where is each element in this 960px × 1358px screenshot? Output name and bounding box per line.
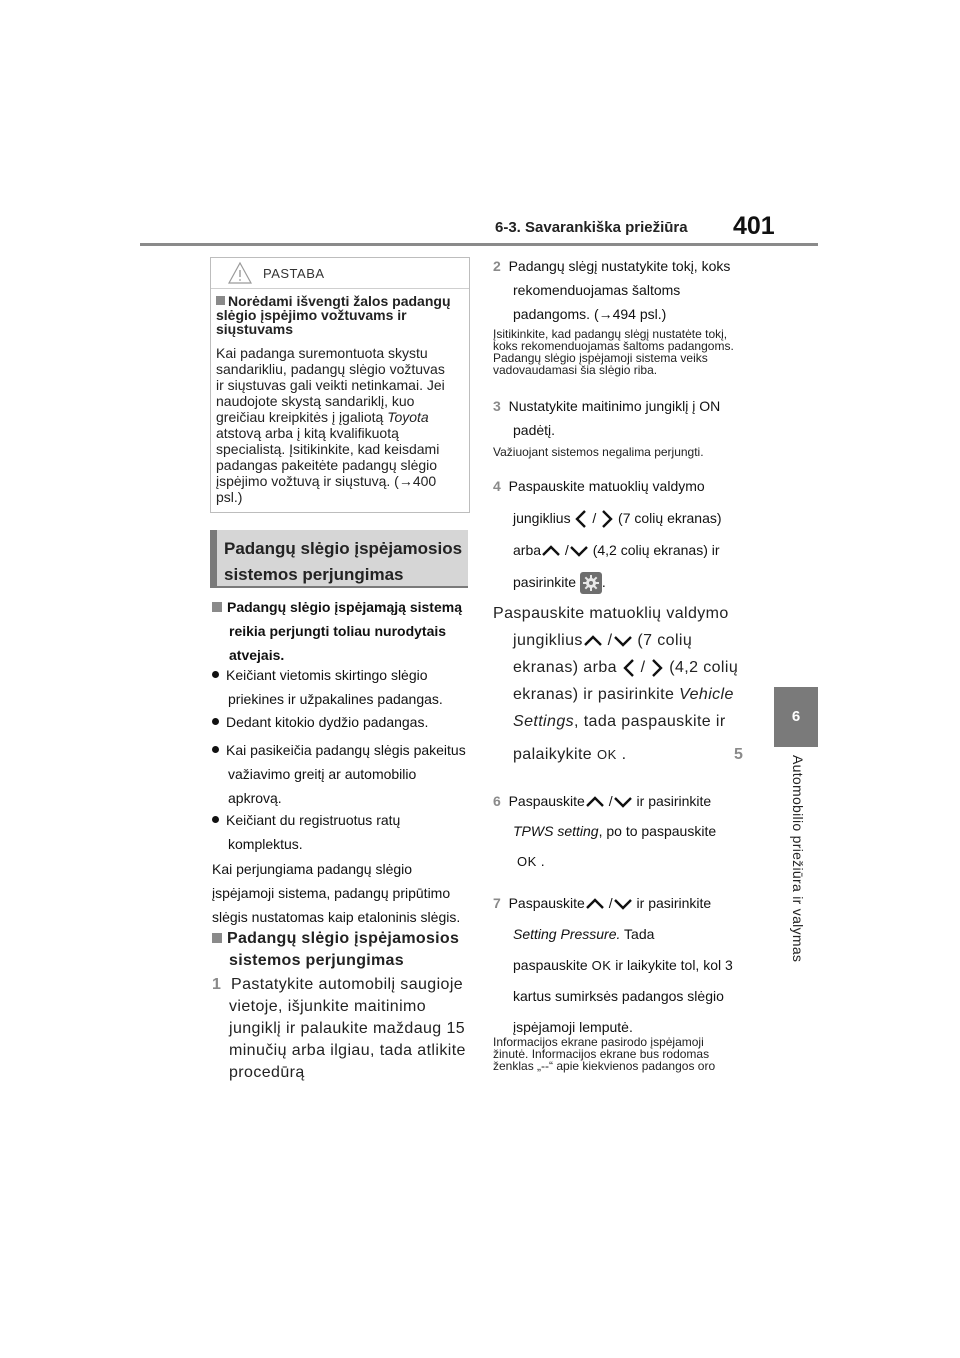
step-1: 1 Pastatykite automobilį saugioje vietoje, išjunkite maitinimo jungiklį ir palaukite maždaug 15 minučių arba ilgiau, tada atlikite procedūrą xyxy=(212,976,466,1081)
bullet-icon xyxy=(212,816,219,823)
section-heading: Padangų slėgio įspėjamosios sistemos perjungimas xyxy=(210,530,468,586)
step-3: 3 Nustatykite maitinimo jungiklį į ON padėtį. xyxy=(493,398,721,438)
bullet-icon xyxy=(212,746,219,753)
step-6: 6 Paspauskite / ir pasirinkite TPWS setting, po to paspauskite OK . xyxy=(493,793,717,869)
chevron-left-icon xyxy=(574,509,588,529)
chapter-label: Automobilio priežiūra ir valymas xyxy=(790,755,806,963)
header-rule xyxy=(140,243,818,246)
notice-body: Kai padanga suremontuota skystu sandarikliu, padangų slėgio vožtuvas ir siųstuvas gali veikti netinkamai. Jei naudojote skystą sandariklį, kuo greičiau kreipkitės į įgaliotą Toyota atstovą arba į kitą kvalifikuotą specialistą. Įsitikinkite, kad keisdami padangas pakeitėte padangų slėgio įspėjimo vožtuvą ir siųstuvą. (→400 psl.) xyxy=(216,345,445,505)
step-2: 2 Padangų slėgį nustatykite tokį, koks rekomenduojamas šaltoms padangoms. (→494 psl.) xyxy=(493,258,731,322)
notice-title: PASTABA xyxy=(263,266,325,281)
square-bullet-icon xyxy=(212,602,222,612)
list-item: Keičiant vietomis skirtingo slėgio priekines ir užpakalines padangas. xyxy=(212,663,474,711)
step-2-note: Įsitikinkite, kad padangų slėgį nustatėte tokį, koks rekomenduojamas šaltoms padangoms. Padangų slėgio įspėjamoji sistema veiks vadovaudamasi šia slėgio riba. xyxy=(493,327,734,377)
ok-button-icon: OK xyxy=(596,747,617,762)
page-number: 401 xyxy=(733,212,775,240)
notice-divider xyxy=(211,288,469,289)
list-item: Kai pasikeičia padangų slėgis pakeitus važiavimo greitį ar automobilio apkrovą. xyxy=(212,738,474,810)
list-item: Keičiant du registruotus ratų komplektus. xyxy=(212,808,474,856)
square-bullet-icon xyxy=(212,933,222,943)
chevron-down-icon xyxy=(613,634,633,648)
ok-button-icon: OK xyxy=(517,854,537,869)
step-5-number: 5 xyxy=(734,746,743,763)
list-item: Dedant kitokio dydžio padangas. xyxy=(212,710,474,734)
step-7-note: Informacijos ekrane pasirodo įspėjamoji žinutė. Informacijos ekrane bus rodomas ženklas „--“ apie kiekvienos padangos oro xyxy=(493,1035,716,1073)
step-5: Paspauskite matuoklių valdymo jungiklius / (7 colių ekranas) arba / (4,2 colių ekranas) ir pasirinkite Vehicle Settings, tada paspauskite ir palaikykite OK . xyxy=(493,605,739,763)
settings-gear-icon xyxy=(580,572,602,594)
notice-header xyxy=(211,258,469,288)
square-bullet-icon xyxy=(216,296,225,305)
chevron-right-icon xyxy=(650,658,664,678)
chapter-tab[interactable]: 6 xyxy=(774,687,818,747)
chevron-left-icon xyxy=(622,658,636,678)
notice-box xyxy=(210,257,470,513)
section-heading-rule xyxy=(210,586,468,588)
chevron-up-icon xyxy=(583,634,603,648)
chevron-right-icon xyxy=(600,509,614,529)
chevron-up-icon xyxy=(585,897,605,911)
bullet-icon xyxy=(212,718,219,725)
chevron-down-icon xyxy=(613,897,633,911)
step-7: 7 Paspauskite / ir pasirinkite Setting Pressure. Tada paspauskite OK ir laikykite tol, kol 3 kartus sumirksės padangos slėgio įspėjamoji lemputė. xyxy=(493,895,733,1035)
procedure-heading: Padangų slėgio įspėjamosios sistemos perjungimas xyxy=(212,928,474,972)
chevron-down-icon xyxy=(569,544,589,558)
notice-subtitle: Norėdami išvengti žalos padangų slėgio įspėjimo vožtuvams ir siųstuvams xyxy=(216,293,451,337)
cases-heading: Padangų slėgio įspėjamąją sistemą reikia perjungti toliau nurodytais atvejais. xyxy=(212,595,472,667)
reference-note: Kai perjungiama padangų slėgio įspėjamoji sistema, padangų pripūtimo slėgis nustatomas kaip etaloninis slėgis. xyxy=(212,861,461,925)
warning-icon xyxy=(227,261,253,285)
chevron-down-icon xyxy=(613,795,633,809)
bullet-icon xyxy=(212,671,219,678)
step-4: 4 Paspauskite matuoklių valdymo jungiklius / (7 colių ekranas) arba / (4,2 colių ekranas) ir pasirinkite . xyxy=(493,470,763,598)
step-3-note: Važiuojant sistemos negalima perjungti. xyxy=(493,445,704,459)
section-title: 6-3. Savarankiška priežiūra xyxy=(495,219,688,236)
chevron-up-icon xyxy=(585,795,605,809)
chevron-up-icon xyxy=(541,544,561,558)
section-heading-bar xyxy=(210,530,217,586)
ok-button-icon: OK xyxy=(591,958,612,973)
